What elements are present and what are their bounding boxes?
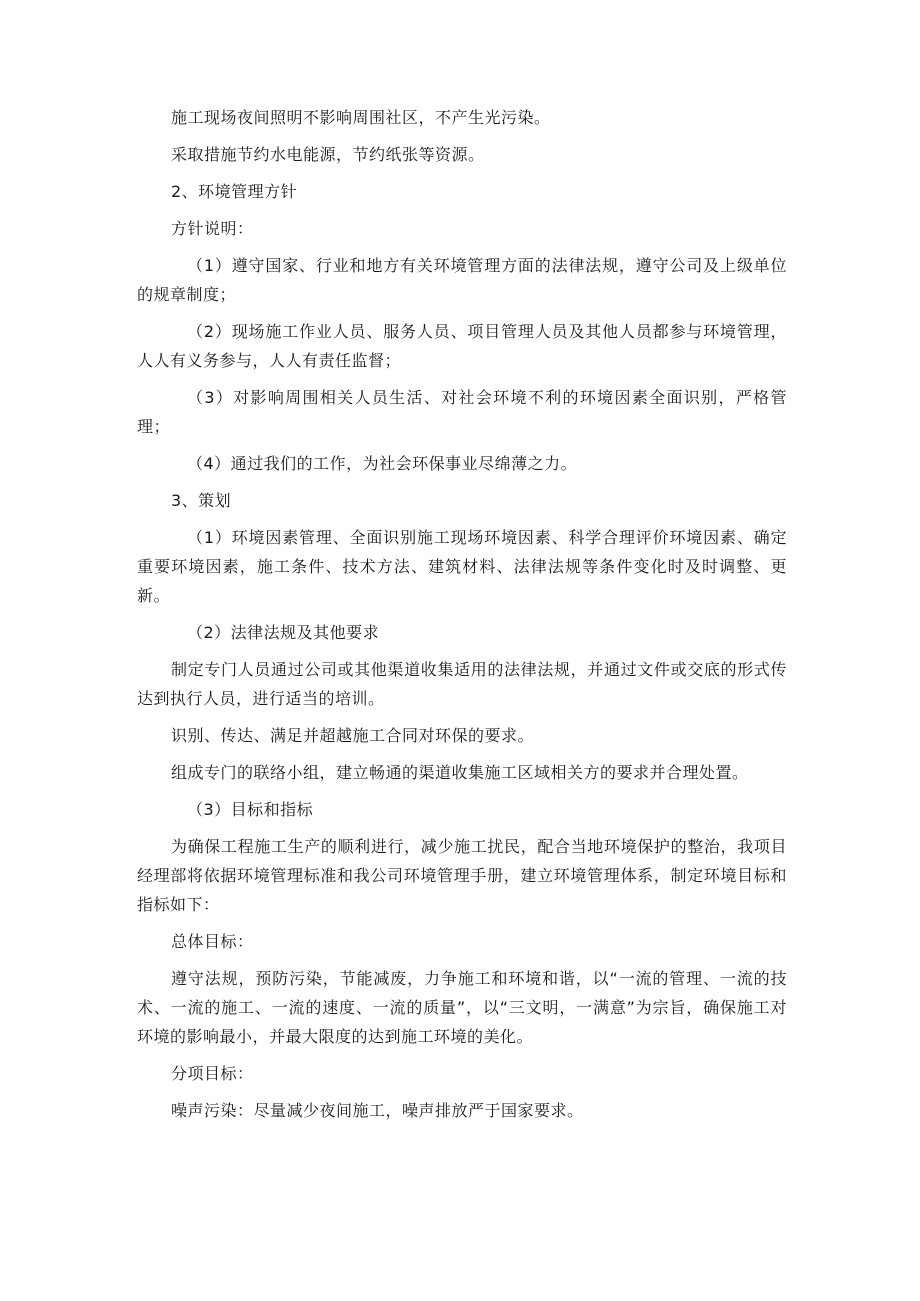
list-item-policy-2: （2）现场施工作业人员、服务人员、项目管理人员及其他人员都参与环境管理，人人有义务参与，人人有责任监督； (137, 322, 787, 370)
list-item-policy-3: （3）对影响周围相关人员生活、对社会环境不利的环境因素全面识别，严格管理； (137, 388, 787, 436)
paragraph-lighting: 施工现场夜间照明不影响周围社区，不产生光污染。 (171, 108, 551, 127)
paragraph-policy-note: 方针说明： (171, 219, 254, 238)
list-item-planning-1: （1）环境因素管理、全面识别施工现场环境因素、科学合理评价环境因素、确定重要环境因素，施工条件、技术方法、建筑材料、法律法规等条件变化时及时调整、更新。 (137, 528, 787, 605)
label-sub-goals: 分项目标： (171, 1064, 254, 1083)
paragraph-overall-goal: 遵守法规，预防污染，节能减废，力争施工和环境和谐，以“一流的管理、一流的技术、一流的施工、一流的速度、一流的质量”，以“三文明，一满意”为宗旨，确保施工对环境的影响最小，并最大限度的达到施工环境的美化。 (137, 969, 787, 1046)
document-body (137, 103, 787, 1133)
paragraph-laws-collection: 制定专门人员通过公司或其他渠道收集适用的法律法规，并通过文件或交底的形式传达到执行人员，进行适当的培训。 (137, 660, 787, 708)
list-item-policy-4: （4）通过我们的工作，为社会环保事业尽绵薄之力。 (187, 454, 578, 473)
list-item-policy-1: （1）遵守国家、行业和地方有关环境管理方面的法律法规，遵守公司及上级单位的规章制度； (137, 256, 787, 304)
section-heading-policy: 2、环境管理方针 (171, 182, 298, 201)
paragraph-noise-goal: 噪声污染：尽量减少夜间施工，噪声排放严于国家要求。 (171, 1101, 584, 1120)
paragraph-liaison-group: 组成专门的联络小组，建立畅通的渠道收集施工区域相关方的要求并合理处置。 (171, 763, 749, 782)
paragraph-targets-intro: 为确保工程施工生产的顺利进行，减少施工扰民，配合当地环境保护的整治，我项目经理部将依据环境管理标准和我公司环境管理手册，建立环境管理体系，制定环境目标和指标如下： (137, 837, 787, 914)
subheading-targets: （3）目标和指标 (187, 800, 314, 819)
section-heading-planning: 3、策划 (171, 491, 232, 510)
label-overall-goal: 总体目标： (171, 932, 254, 951)
subheading-laws: （2）法律法规及其他要求 (187, 623, 380, 642)
paragraph-contract-requirements: 识别、传达、满足并超越施工合同对环保的要求。 (171, 726, 535, 745)
paragraph-energy-saving: 采取措施节约水电能源，节约纸张等资源。 (171, 145, 485, 164)
